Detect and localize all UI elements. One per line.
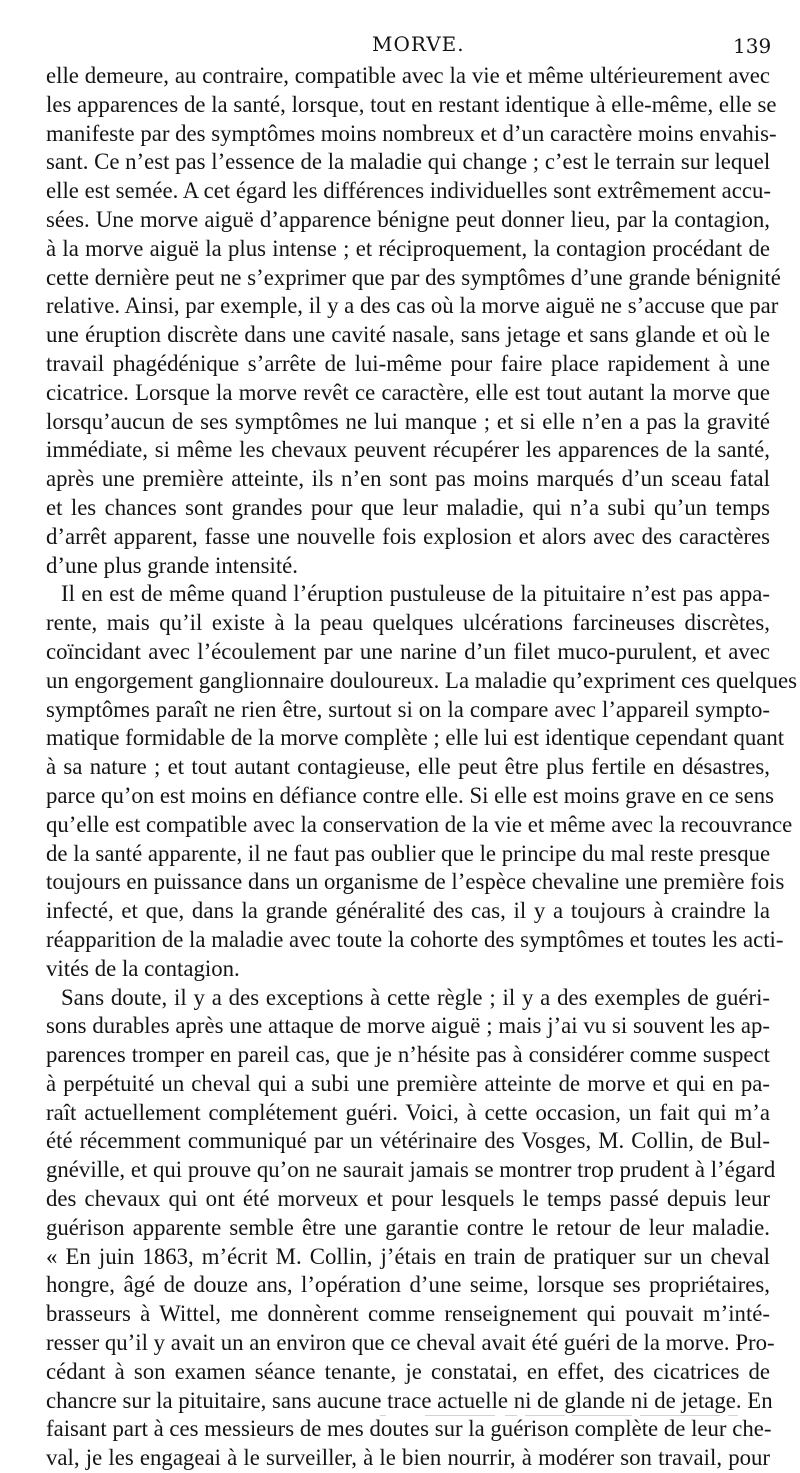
text-line: un engorgement ganglionnaire douloureux. La maladie qu’expriment ces quelques <box>46 667 798 693</box>
text-line: travail phagédénique s’arrête de lui-même pour faire place rapidement à une <box>46 350 770 376</box>
text-line: resser qu’il y avait un an environ que ce cheval avait été guéri de la morve. Pro- <box>46 1330 775 1356</box>
text-line: d’arrêt apparent, fasse une nouvelle fois explosion et alors avec des caractères <box>46 523 770 549</box>
text-line: à perpétuité un cheval qui a subi une première atteinte de morve et qui en pa- <box>46 1070 770 1096</box>
text-line: parences tromper en pareil cas, que je n’hésite pas à considérer comme suspect <box>46 1042 770 1068</box>
text-line: « En juin 1863, m’écrit M. Collin, j’étais en train de pratiquer sur un cheval <box>46 1243 770 1269</box>
text-line: parce qu’on est moins en défiance contre elle. Si elle est moins grave en ce sens <box>46 782 774 808</box>
text-line: d’une plus grande intensité. <box>46 552 298 578</box>
text-line: cette dernière peut ne s’exprimer que par des symptômes d’une grande bénignité <box>46 264 781 290</box>
text-line: immédiate, si même les chevaux peuvent récupérer les apparences de la santé, <box>46 437 770 463</box>
text-line: cicatrice. Lorsque la morve revêt ce caractère, elle est tout autant la morve que <box>46 379 770 405</box>
text-line: guérison apparente semble être une garantie contre le retour de leur maladie. <box>46 1214 770 1240</box>
text-line: de la santé apparente, il ne faut pas oublier que le principe du mal reste presque <box>46 840 771 866</box>
text-line: gnéville, et qui prouve qu’on ne saurait jamais se montrer trop prudent à l’égard <box>46 1157 776 1183</box>
text-line: Il en est de même quand l’éruption pustuleuse de la pituitaire n’est pas appa- <box>61 581 770 607</box>
text-line: toujours en puissance dans un organisme de l’espèce chevaline une première fois <box>46 869 785 895</box>
text-line: cédant à son examen séance tenante, je constatai, en effet, des cicatrices de <box>46 1358 770 1384</box>
text-line: hongre, âgé de douze ans, l’opération d’une seime, lorsque ses propriétaires, <box>46 1272 770 1298</box>
text-line: les apparences de la santé, lorsque, tout en restant identique à elle-même, elle se <box>46 91 777 117</box>
text-line: matique formidable de la morve complète ; elle lui est identique cependant quant <box>46 725 785 751</box>
text-line: manifeste par des symptômes moins nombreux et d’un caractère moins envahis- <box>46 120 777 146</box>
text-line: sons durables après une attaque de morve aiguë ; mais j’ai vu si souvent les ap- <box>46 1013 770 1039</box>
text-line: à la morve aiguë la plus intense ; et réciproquement, la contagion procédant de <box>46 235 770 261</box>
page-number: 139 <box>733 34 772 58</box>
text-line: elle demeure, au contraire, compatible avec la vie et même ultérieurement avec <box>46 63 770 88</box>
text-line: val, je les engageai à le surveiller, à le bien nourrir, à modérer son travail, pour <box>46 1445 770 1471</box>
text-line: faisant part à ces messieurs de mes doutes sur la guérison complète de leur che- <box>46 1416 772 1442</box>
text-line: relative. Ainsi, par exemple, il y a des cas où la morve aiguë ne s’accuse que par <box>46 293 779 319</box>
text-line: vités de la contagion. <box>46 955 240 981</box>
body-text <box>46 62 798 1473</box>
text-line: sant. Ce n’est pas l’essence de la maladie qui change ; c’est le terrain sur lequel <box>46 149 771 175</box>
text-line: réapparition de la maladie avec toute la cohorte des symptômes et toutes les acti- <box>46 926 784 952</box>
text-line: après une première atteinte, ils n’en sont pas moins marqués d’un sceau fatal <box>46 466 770 492</box>
bleed-through-marks <box>380 1412 760 1420</box>
text-line: Sans doute, il y a des exceptions à cette règle ; il y a des exemples de guéri- <box>61 984 770 1010</box>
text-line: coïncidant avec l’écoulement par une narine d’un filet muco-purulent, et avec <box>46 638 770 664</box>
page-header <box>0 30 800 60</box>
text-line: symptômes paraît ne rien être, surtout si on la compare avec l’appareil sympto- <box>46 696 770 722</box>
text-line: elle est semée. A cet égard les différences individuelles sont extrêmement accu- <box>46 178 771 204</box>
text-line: infecté, et que, dans la grande généralité des cas, il y a toujours à craindre la <box>46 898 770 924</box>
text-line: raît actuellement complétement guéri. Voici, à cette occasion, un fait qui m’a <box>46 1099 770 1125</box>
text-line: été récemment communiqué par un vétérinaire des Vosges, M. Collin, de Bul- <box>46 1128 770 1154</box>
text-line: qu’elle est compatible avec la conservation de la vie et même avec la recouvrance <box>46 811 793 837</box>
text-line: et les chances sont grandes pour que leur maladie, qui n’a subi qu’un temps <box>46 494 770 520</box>
text-line: sées. Une morve aiguë d’apparence bénigne peut donner lieu, par la contagion, <box>46 206 770 232</box>
text-line: des chevaux qui ont été morveux et pour lesquels le temps passé depuis leur <box>46 1186 770 1212</box>
running-title: MORVE. <box>372 32 465 56</box>
text-line: une éruption discrète dans une cavité nasale, sans jetage et sans glande et où le <box>46 322 770 348</box>
text-line: lorsqu’aucun de ses symptômes ne lui manque ; et si elle n’en a pas la gravité <box>46 408 770 434</box>
text-line: brasseurs à Wittel, me donnèrent comme renseignement qui pouvait m’inté- <box>46 1301 770 1327</box>
text-line: rente, mais qu’il existe à la peau quelques ulcérations farcineuses discrètes, <box>46 610 770 636</box>
text-line: à sa nature ; et tout autant contagieuse, elle peut être plus fertile en désastres, <box>46 754 770 780</box>
text-line: chancre sur la pituitaire, sans aucune trace actuelle ni de glande ni de jetage. En <box>46 1387 773 1413</box>
